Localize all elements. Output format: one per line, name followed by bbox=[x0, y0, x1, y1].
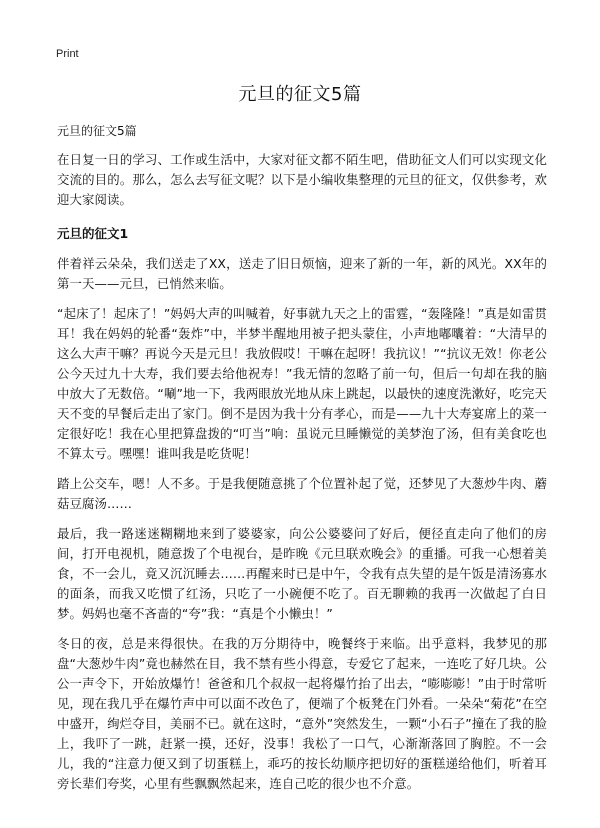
subtitle: 元旦的征文5篇 bbox=[57, 124, 137, 138]
paragraph: 最后，我一路迷迷糊糊地来到了婆婆家，向公公婆婆问了好后，便径直走向了他们的房间，打开电视机，随意拨了个电视台，是昨晚《元旦联欢晚会》的重播。可我一心想着美食，不一会儿，竟又沉沉睡去……再醒来时已是中午，令我有点失望的是午饭是清汤寡水的面条，而我又吃惯了红汤，只吃了一小碗便不吃了。百无聊赖的我再一次做起了白日梦。妈妈也毫不吝啬的“夸”我：“真是个小懒虫！” bbox=[57, 526, 547, 621]
paragraph: 伴着祥云朵朵，我们送走了XX，送走了旧日烦恼，迎来了新的一年，新的风光。XX年的第一天——元旦，已悄然来临。 bbox=[57, 256, 547, 291]
paragraph: “起床了！起床了！”妈妈大声的叫喊着，好事就九天之上的雷霆，“轰隆隆！”真是如雷贯耳！我在妈妈的轮番“轰炸”中，半梦半醒地用被子把头蒙住，小声地嘟囔着：“大清早的这么大声干嘛？再说今天是元旦！我放假哎！干嘛在起呀！我抗议！”“抗议无效！你老公公今天过九十大寿，我们要去给他祝寿！”我无情的忽略了前一句，但后一句却在我的脑中放大了无数倍。“唰”地一下，我两眼放光地从床上跳起，以最快的速度洗漱好，吃完天天不变的早餐后走出了家门。倒不是因为我十分有孝心，而是——九十大寿宴席上的菜一定很好吃！我在心里把算盘拨的“叮当”响：虽说元旦睡懒觉的美梦泡了汤，但有美食吃也不算太亏。嘿嘿！谁叫我是吃货呢！ bbox=[57, 306, 547, 461]
page-title: 元旦的征文5篇 bbox=[238, 84, 362, 105]
section-heading: 元旦的征文1 bbox=[57, 226, 129, 241]
print-link[interactable]: Print bbox=[56, 48, 79, 60]
paragraph: 踏上公交车，嗯！人不多。于是我便随意挑了个位置补起了觉，还梦见了大葱炒牛肉、蘑菇豆腐汤…… bbox=[57, 476, 547, 511]
paragraph: 冬日的夜，总是来得很快。在我的万分期待中，晚餐终于来临。出乎意料，我梦见的那盘“大葱炒牛肉”竟也赫然在目，我不禁有些小得意，专爱它了起来，一连吃了好几块。公公一声令下，开始放爆竹！爸爸和几个叔叔一起将爆竹抬了出去，“嘭嘭嘭！”由于时常听见，现在我几乎在爆竹声中可以面不改色了，便端了个板凳在门外看。一朵朵“菊花”在空中盛开，绚烂夺目，美丽不已。就在这时，“意外”突然发生，一颗“小石子”撞在了我的脸上，我吓了一跳，赶紧一摸，还好，没事！我松了一口气，心渐渐落回了胸腔。不一会儿，我的“注意力便又到了切蛋糕上，乖巧的按长幼顺序把切好的蛋糕递给他们，听着耳旁长辈们夸奖，心里有些飘飘然起来，连自己吃的很少也不介意。 bbox=[57, 636, 547, 791]
article-body bbox=[57, 150, 547, 804]
intro-paragraph: 在日复一日的学习、工作或生活中，大家对征文都不陌生吧，借助征文人们可以实现文化交流的目的。那么，怎么去写征文呢？以下是小编收集整理的元旦的征文，仅供参考，欢迎大家阅读。 bbox=[57, 152, 547, 207]
